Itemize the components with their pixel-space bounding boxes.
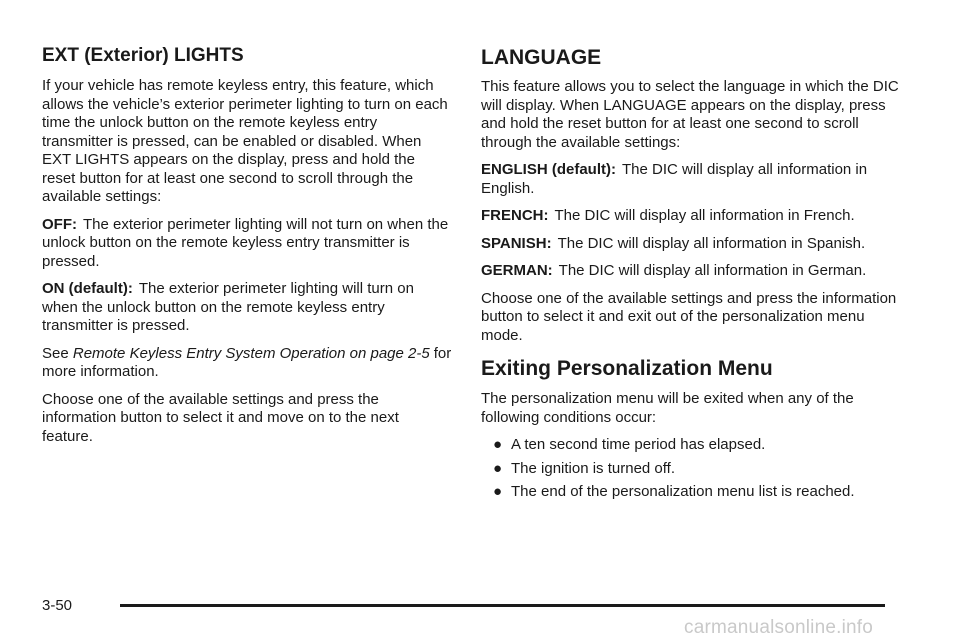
language-intro: This feature allows you to select the language in which the DIC will display. When LANGUAGE appears on the display, press and hold the reset button for at least one second to scroll through the available settings:: [481, 78, 899, 151]
option-term: FRENCH:: [481, 207, 549, 224]
language-heading: LANGUAGE: [481, 46, 602, 69]
list-item: [493, 483, 901, 502]
language-option-german: [481, 262, 901, 281]
ext-lights-outro: Choose one of the available settings and press the information button to select it and move on to the next feature.: [42, 390, 399, 445]
see-suffix: for more information.: [42, 344, 452, 380]
list-item: [493, 436, 901, 455]
bullet-icon: ●: [493, 459, 503, 477]
right-column: [481, 44, 901, 507]
on-setting: [42, 280, 452, 336]
footer-rule: [120, 604, 885, 607]
option-term: ENGLISH (default):: [481, 161, 616, 178]
on-term: ON (default):: [42, 280, 133, 297]
watermark: carmanualsonline.info: [684, 617, 874, 638]
see-prefix: See: [42, 344, 69, 362]
page-number: 3-50: [42, 597, 73, 614]
exit-intro: The personalization menu will be exited when any of the following conditions occur:: [481, 390, 854, 426]
see-reference: [42, 345, 452, 382]
language-option-french: [481, 207, 901, 226]
option-term: SPANISH:: [481, 234, 552, 252]
off-term: OFF:: [42, 215, 77, 233]
on-text: The exterior perimeter lighting will turn on when the unlock button on the remote keyless entry transmitter is pressed.: [42, 280, 414, 334]
list-item-text: A ten second time period has elapsed.: [511, 436, 766, 453]
language-outro: Choose one of the available settings and press the information button to select it and exit out of the personalization menu mode.: [481, 289, 897, 344]
list-item-text: The end of the personalization menu list is reached.: [511, 483, 855, 500]
list-item-text: The ignition is turned off.: [511, 459, 675, 477]
left-column: [42, 44, 452, 455]
option-term: GERMAN:: [481, 262, 553, 279]
list-item: [493, 460, 901, 479]
off-text: The exterior perimeter lighting will not turn on when the unlock button on the remote keyless entry transmitter is pressed.: [42, 215, 449, 270]
option-text: The DIC will display all information in English.: [481, 161, 868, 197]
option-text: The DIC will display all information in French.: [554, 207, 855, 224]
option-text: The DIC will display all information in Spanish.: [557, 234, 866, 252]
language-option-english: [481, 161, 901, 198]
exit-menu-heading: Exiting Personalization Menu: [481, 357, 773, 380]
see-ref-link[interactable]: Remote Keyless Entry System Operation on page 2-5: [72, 344, 430, 362]
bullet-icon: ●: [493, 436, 503, 453]
bullet-icon: ●: [493, 483, 503, 500]
exit-conditions-list: [481, 436, 901, 502]
off-setting: [42, 216, 452, 272]
option-text: The DIC will display all information in German.: [558, 262, 867, 279]
language-option-spanish: [481, 235, 901, 254]
ext-lights-intro: If your vehicle has remote keyless entry, this feature, which allows the vehicle’s exterior perimeter lighting to turn on each time the unlock button on the remote keyless entry transmitter is pressed, can be enabled or disabled. When EXT LIGHTS appears on the display, press and hold the reset button for at least one second to scroll through the available settings:: [42, 77, 448, 205]
ext-lights-heading: EXT (Exterior) LIGHTS: [42, 45, 244, 66]
